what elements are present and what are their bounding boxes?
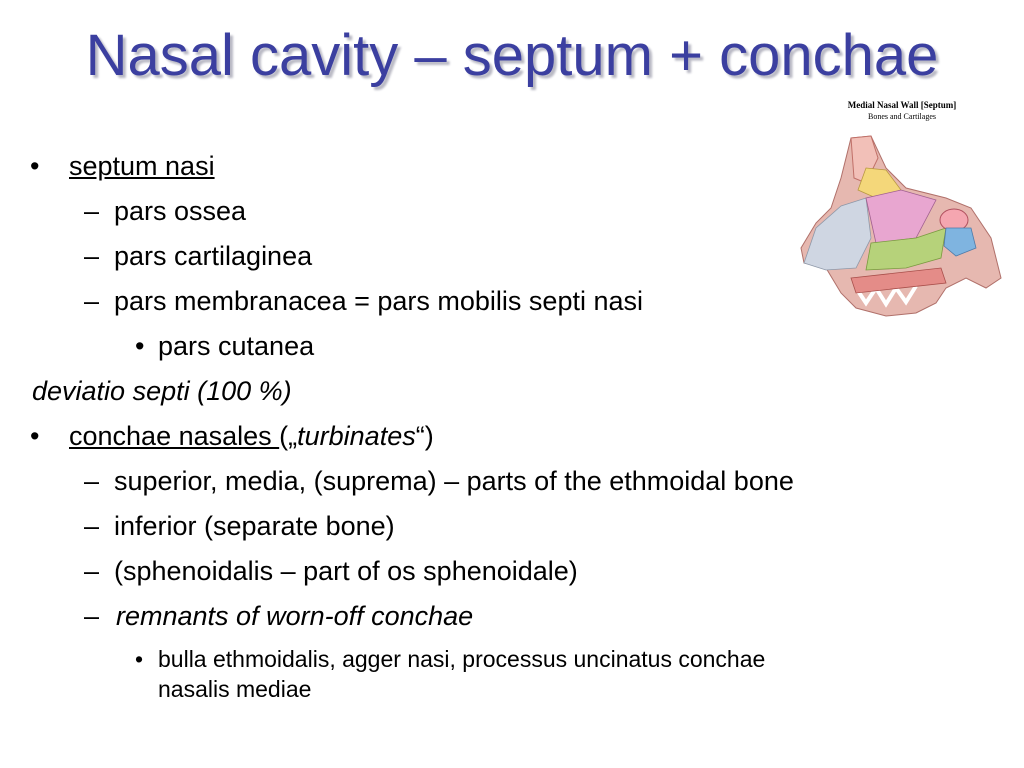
nasal-septum-illustration-icon <box>796 128 1024 323</box>
turbinates-term: turbinates <box>297 421 416 451</box>
list-item-continuation: nasalis mediae <box>158 676 312 702</box>
list-item: remnants of worn-off conchae <box>116 601 474 631</box>
dash-marker: – <box>84 511 100 541</box>
dash-marker: – <box>84 241 100 271</box>
dash-marker: – <box>84 286 100 316</box>
list-item: superior, media, (suprema) – parts of the ethmoidal bone <box>114 466 794 496</box>
list-item: (sphenoidalis – part of os sphenoidale) <box>114 556 578 586</box>
list-item: pars cutanea <box>158 331 315 361</box>
list-item: pars ossea <box>114 196 247 226</box>
nasal-septum-figure <box>796 100 1024 325</box>
list-item: pars cartilaginea <box>114 241 313 271</box>
dash-marker: – <box>84 601 100 631</box>
list-item: inferior (separate bone) <box>114 511 395 541</box>
bullet-marker: • <box>135 331 145 361</box>
figure-subtitle: Bones and Cartilages <box>868 112 936 121</box>
dash-marker: – <box>84 196 100 226</box>
dash-marker: – <box>84 466 100 496</box>
paren-open: („ <box>279 421 298 451</box>
dash-marker: – <box>84 556 100 586</box>
paren-close: “) <box>415 421 434 451</box>
bullet-marker: • <box>30 151 40 181</box>
slide-title: Nasal cavity – septum + conchae <box>85 23 939 88</box>
bullet-marker: • <box>30 421 40 451</box>
figure-title: Medial Nasal Wall [Septum] <box>847 100 957 110</box>
deviatio-note: deviatio septi (100 %) <box>32 376 292 406</box>
list-item: pars membranacea = pars mobilis septi nasi <box>114 286 643 316</box>
bullet-marker: • <box>135 646 144 672</box>
septum-nasi-heading: septum nasi <box>69 151 215 181</box>
conchae-heading-text: conchae nasales <box>69 421 280 451</box>
conchae-heading <box>69 420 434 452</box>
list-item: bulla ethmoidalis, agger nasi, processus uncinatus conchae <box>158 646 766 672</box>
